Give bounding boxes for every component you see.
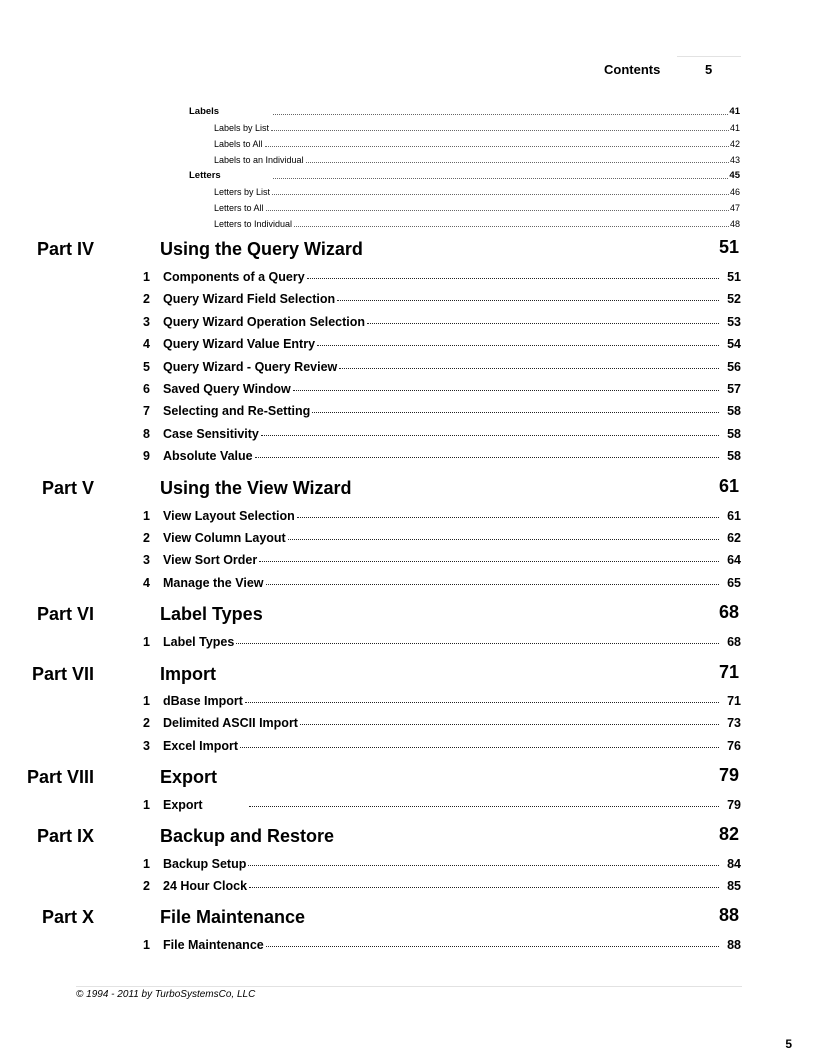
toc-entry[interactable] [0,576,741,593]
toc-part-iv[interactable] [0,239,760,265]
dot-leader [288,539,719,540]
header-title: Contents [604,62,661,77]
entry-page: 73 [727,716,741,730]
entry-page: 64 [727,553,741,567]
entry-number: 4 [143,576,150,590]
part-label: Part IV [36,239,94,259]
entry-number: 1 [143,635,150,649]
entry-page: 57 [727,382,741,396]
part-label: Part VI [36,604,94,624]
toc-part-vii[interactable] [0,664,760,690]
entry-title: Components of a Query [163,270,305,284]
part-title: Label Types [160,604,263,624]
dot-leader [266,210,729,211]
toc-part-x[interactable] [0,907,760,933]
entry-number: 1 [143,798,150,812]
toc-entry[interactable] [0,427,741,444]
dot-leader [273,178,728,179]
entry-number: 2 [143,531,150,545]
copyright-footer: © 1994 - 2011 by TurboSystemsCo, LLC [76,989,256,1000]
dot-leader [245,702,719,703]
entry-title: View Layout Selection [163,509,295,523]
toc-entry[interactable] [0,635,741,652]
page-number: 5 [785,1037,792,1051]
entry-number: 4 [143,337,150,351]
toc-entry[interactable] [0,798,741,815]
toc-subsection-labels[interactable] [189,106,740,118]
toc-part-v[interactable] [0,478,760,504]
part-page: 79 [718,765,739,785]
toc-entry[interactable] [0,292,741,309]
entry-page: 58 [727,404,741,418]
toc-item-letters-by-list[interactable] [214,186,740,198]
entry-number: 3 [143,739,150,753]
entry-title: 24 Hour Clock [163,879,248,893]
entry-number: 1 [143,857,150,871]
part-title: File Maintenance [160,907,306,927]
entry-number: 2 [143,716,150,730]
toc-entry[interactable] [0,857,741,874]
entry-number: 2 [143,879,150,893]
entry-page: 85 [727,879,741,893]
toc-entry-page: 45 [729,170,740,181]
entry-title: Export [163,798,203,812]
entry-title: File Maintenance [163,938,264,952]
toc-entry[interactable] [0,337,741,354]
toc-item-letters-to-all[interactable] [214,202,740,214]
toc-entry[interactable] [0,509,741,526]
toc-entry[interactable] [0,739,741,756]
toc-entry[interactable] [0,694,741,711]
toc-part-viii[interactable] [0,767,760,793]
part-title: Export [160,767,218,787]
entry-title: Manage the View [163,576,264,590]
dot-leader [367,323,719,324]
part-label: Part IX [36,826,94,846]
entry-title: Absolute Value [163,449,253,463]
part-page: 71 [718,662,739,682]
entry-page: 88 [727,938,741,952]
toc-entry-title: Labels to an Individual [214,155,304,165]
toc-entry-title: Letters to Individual [214,219,293,229]
entry-title: Saved Query Window [163,382,291,396]
toc-entry-title: Letters to All [214,203,264,213]
entry-title: Delimited ASCII Import [163,716,298,730]
dot-leader [312,412,719,413]
entry-title: dBase Import [163,694,243,708]
entry-number: 3 [143,315,150,329]
entry-title: Query Wizard Value Entry [163,337,316,351]
part-title: Using the Query Wizard [160,239,363,259]
dot-leader [259,561,719,562]
entry-number: 7 [143,404,150,418]
part-page: 82 [718,824,739,844]
dot-leader [317,345,719,346]
entry-number: 1 [143,270,150,284]
toc-item-labels-to-individual[interactable] [214,154,740,166]
part-page: 61 [718,476,739,496]
toc-item-labels-to-all[interactable] [214,138,740,150]
dot-leader [273,114,728,115]
dot-leader [300,724,719,725]
footer-rule [76,986,742,987]
dot-leader [266,946,719,947]
toc-part-vi[interactable] [0,604,760,630]
entry-page: 58 [727,427,741,441]
toc-entry[interactable] [0,531,741,548]
toc-entry[interactable] [0,404,741,421]
entry-page: 76 [727,739,741,753]
toc-entry[interactable] [0,382,741,399]
toc-entry-page: 46 [729,187,740,197]
entry-page: 68 [727,635,741,649]
part-label: Part V [41,478,94,498]
dot-leader [249,887,719,888]
entry-number: 3 [143,553,150,567]
part-page: 68 [718,602,739,622]
entry-number: 6 [143,382,150,396]
entry-number: 9 [143,449,150,463]
entry-page: 56 [727,360,741,374]
part-page: 88 [718,905,739,925]
entry-number: 8 [143,427,150,441]
part-title: Import [160,664,216,684]
entry-number: 1 [143,509,150,523]
entry-page: 62 [727,531,741,545]
dot-leader [339,368,719,369]
entry-page: 71 [727,694,741,708]
toc-part-ix[interactable] [0,826,760,852]
entry-number: 5 [143,360,150,374]
part-label: Part X [41,907,94,927]
dot-leader [261,435,719,436]
dot-leader [337,300,719,301]
entry-title: Label Types [163,635,235,649]
entry-title: Selecting and Re-Setting [163,404,311,418]
dot-leader [272,194,729,195]
toc-entry[interactable] [0,553,741,570]
entry-title: View Column Layout [163,531,286,545]
dot-leader [294,226,729,227]
toc-entry-title: Letters by List [214,187,271,197]
header-page-number: 5 [705,62,713,77]
toc-entry-title: Labels by List [214,123,270,133]
part-label: Part VII [31,664,94,684]
toc-entry[interactable] [0,315,741,332]
toc-entry[interactable] [0,938,741,955]
toc-entry-page: 43 [729,155,740,165]
entry-title: Case Sensitivity [163,427,259,441]
entry-title: Query Wizard - Query Review [163,360,338,374]
running-header [560,62,760,80]
toc-entry-title: Labels [189,106,220,117]
entry-title: Query Wizard Operation Selection [163,315,366,329]
dot-leader [236,643,719,644]
entry-page: 54 [727,337,741,351]
entry-page: 52 [727,292,741,306]
toc-entry[interactable] [0,270,741,287]
dot-leader [265,146,729,147]
dot-leader [307,278,719,279]
toc-item-labels-by-list[interactable] [214,122,740,134]
toc-entry-page: 48 [729,219,740,229]
entry-page: 61 [727,509,741,523]
part-label: Part VIII [26,767,94,787]
dot-leader [306,162,729,163]
header-rule [677,56,741,57]
entry-page: 53 [727,315,741,329]
entry-number: 1 [143,938,150,952]
toc-entry-page: 42 [729,139,740,149]
toc-entry[interactable] [0,449,741,466]
entry-number: 2 [143,292,150,306]
entry-title: Query Wizard Field Selection [163,292,336,306]
entry-title: View Sort Order [163,553,258,567]
toc-entry-page: 41 [729,106,740,117]
entry-title: Backup Setup [163,857,247,871]
toc-item-letters-to-individual[interactable] [214,218,740,230]
dot-leader [271,130,729,131]
entry-page: 79 [727,798,741,812]
entry-number: 1 [143,694,150,708]
dot-leader [255,457,719,458]
entry-page: 84 [727,857,741,871]
dot-leader [293,390,719,391]
toc-entry[interactable] [0,716,741,733]
entry-page: 51 [727,270,741,284]
part-title: Using the View Wizard [160,478,352,498]
dot-leader [248,865,719,866]
toc-entry-page: 41 [729,123,740,133]
part-page: 51 [718,237,739,257]
toc-entry-title: Labels to All [214,139,263,149]
toc-subsection-letters[interactable] [189,170,740,182]
dot-leader [240,747,719,748]
dot-leader [249,806,719,807]
toc-entry-title: Letters [189,170,221,181]
entry-page: 65 [727,576,741,590]
toc-entry[interactable] [0,360,741,377]
toc-entry-page: 47 [729,203,740,213]
part-title: Backup and Restore [160,826,335,846]
dot-leader [297,517,719,518]
entry-page: 58 [727,449,741,463]
entry-title: Excel Import [163,739,239,753]
toc-entry[interactable] [0,879,741,896]
dot-leader [266,584,720,585]
